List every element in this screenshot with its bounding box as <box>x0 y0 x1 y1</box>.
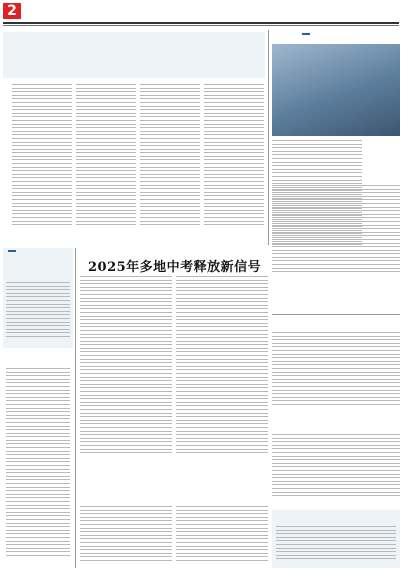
right-lower-text <box>272 434 400 504</box>
lead-headline-panel <box>3 32 265 78</box>
left-col-text <box>6 368 70 568</box>
column-divider <box>268 30 269 245</box>
right-mid-text <box>272 332 400 412</box>
mid-banner-title: 2025年多地中考释放新信号 <box>88 260 262 275</box>
page-number: 2 <box>3 3 21 19</box>
right-mid-rule <box>272 314 400 315</box>
mid-text-col-1 <box>80 276 172 466</box>
lead-text-col-4 <box>204 84 264 234</box>
left-box-text <box>6 282 70 344</box>
bottom-text-col-1 <box>80 506 172 568</box>
right-top-text-2 <box>272 185 400 275</box>
header-rule-thin <box>3 25 399 26</box>
mid-text-col-2 <box>176 276 268 466</box>
lead-text-col-2 <box>76 84 136 234</box>
building-photo <box>272 44 400 136</box>
left-column-divider <box>75 248 76 568</box>
header-rule <box>3 22 399 24</box>
bottom-text-col-2 <box>176 506 268 568</box>
right-bottom-text <box>276 526 396 566</box>
right-top-tag <box>302 33 310 35</box>
left-box-tag <box>8 250 16 252</box>
lead-text-col-3 <box>140 84 200 234</box>
lead-text-col-1 <box>12 84 72 234</box>
